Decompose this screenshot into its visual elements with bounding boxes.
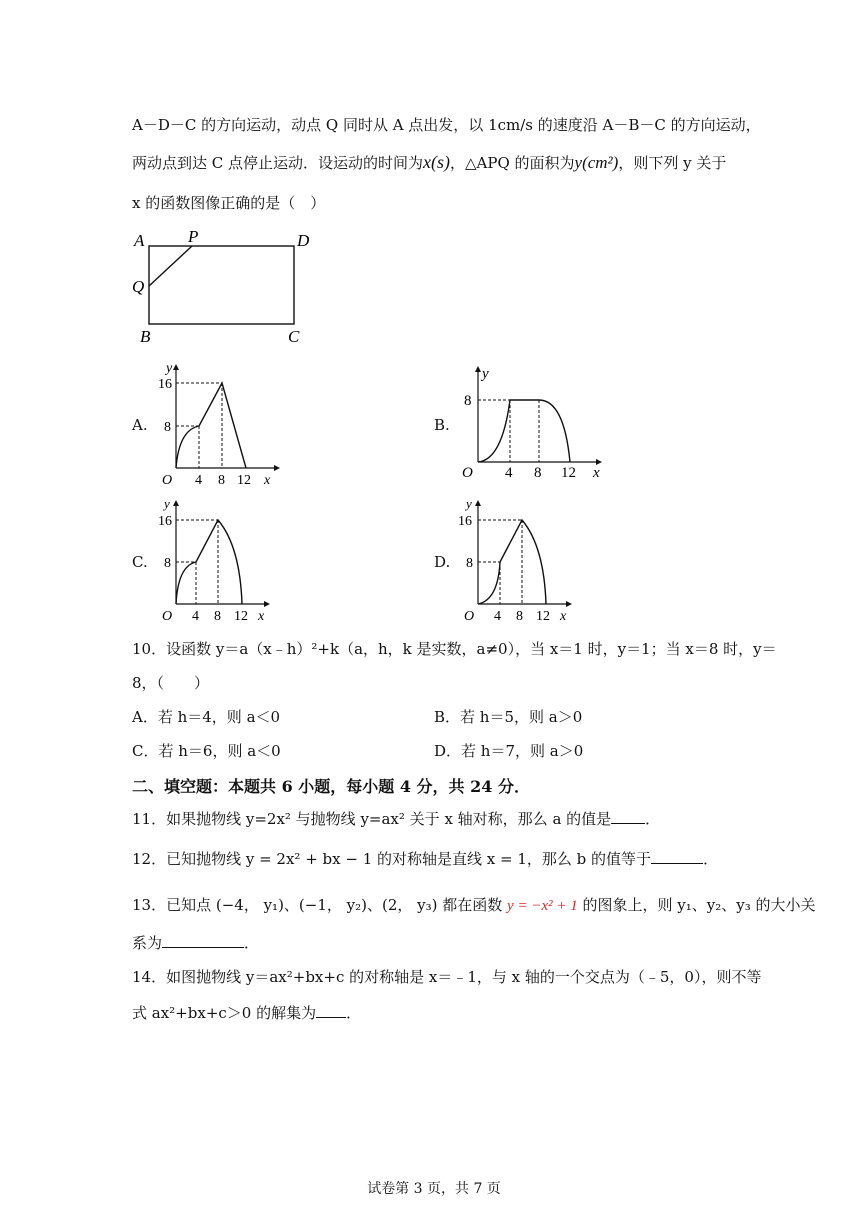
q10-option-c[interactable]: C．若 h＝6，则 a＜0 [132,742,281,760]
q9-line1: A－D－C 的方向运动，动点 Q 同时从 A 点出发，以 1cm/s 的速度沿 A－B－C 的方向运动， [132,116,761,134]
label-P: P [188,227,199,246]
q13-line2 [132,932,259,953]
q11-answer-blank[interactable] [611,809,645,824]
q10-option-b[interactable]: B．若 h＝5，则 a＞0 [434,708,583,726]
svg-text:16: 16 [158,514,172,529]
svg-text:16: 16 [458,514,472,529]
q13-line2-text: 系为 [132,934,163,952]
q9-line2 [132,152,726,173]
q12-answer-blank[interactable] [651,849,703,864]
curve-b [478,400,570,462]
q9-line2-c: ，△APQ 的面积为 [450,154,575,172]
q13-part1: 13．已知点 (−4， y₁)、(−1， y₂)、(2， y₃) 都在函数 [132,896,508,914]
q13-line1 [132,894,816,915]
section-heading: 二、填空题：本题共 6 小题，每小题 4 分，共 24 分． [132,777,530,796]
q14-line2-text: 式 ax²+bx+c＞0 的解集为 [132,1004,317,1022]
label-Q: Q [132,277,145,296]
svg-text:O: O [162,473,173,488]
svg-text:12: 12 [561,465,576,481]
svg-text:x: x [560,609,567,624]
segment-pq [149,246,192,286]
q10-line1: 10．设函数 y＝a（x﹣h）²+k（a，h，k 是实数，a≠0），当 x＝1 时，y＝1；当 x＝8 时，y＝ [132,640,777,658]
option-c-label[interactable]: C. [132,553,148,571]
svg-text:12: 12 [536,609,550,624]
q12-end: ． [703,850,719,868]
page-footer: 试卷第 3 页，共 7 页 [367,1181,501,1197]
svg-text:12: 12 [237,473,251,488]
label-B: B [140,327,151,346]
label-A: A [134,231,145,250]
svg-text:8: 8 [164,420,171,435]
q13-end: ． [244,934,260,952]
curve-c [176,520,242,604]
q13-answer-blank[interactable] [162,933,244,948]
q11-text: 11．如果抛物线 y=2x² 与抛物线 y=ax² 关于 x 轴对称，那么 a 的值是 [132,810,612,828]
q10-option-a[interactable]: A．若 h＝4，则 a＜0 [132,708,281,726]
q9-line2-e: ，则下列 y 关于 [618,154,727,172]
option-c-graph[interactable] [150,496,280,626]
q10-option-d[interactable]: D．若 h＝7，则 a＞0 [434,742,584,760]
rectangle-figure [128,226,328,350]
q9-line3: x 的函数图像正确的是（ ） [132,194,326,212]
svg-text:4: 4 [192,609,199,624]
svg-text:8: 8 [534,465,542,481]
svg-text:y: y [466,496,472,511]
option-a-label[interactable]: A. [132,416,148,434]
svg-text:x: x [593,465,600,481]
q14-line1: 14．如图抛物线 y＝ax²+bx+c 的对称轴是 x＝﹣1，与 x 轴的一个交点为（﹣5，0），则不等 [132,968,762,986]
svg-text:12: 12 [234,609,248,624]
svg-text:O: O [462,465,473,481]
label-C: C [288,327,300,346]
svg-text:8: 8 [516,609,523,624]
svg-text:x: x [264,473,271,488]
svg-text:8: 8 [218,473,225,488]
rect-abcd [149,246,294,324]
option-a-graph[interactable] [150,360,290,490]
svg-text:8: 8 [466,556,473,571]
svg-text:O: O [464,609,475,624]
q9-time-expr: x(s) [423,152,450,172]
q9-area-expr: y(cm²) [574,153,619,172]
q12-text: 12．已知抛物线 y = 2x² + bx − 1 的对称轴是直线 x = 1，那么 b 的值等于 [132,850,652,868]
svg-text:8: 8 [464,393,472,409]
q13-part2: 的图象上，则 y₁、y₂、y₃ 的大小关 [577,896,816,914]
svg-text:8: 8 [214,609,221,624]
q11-end: ． [645,810,661,828]
svg-text:y: y [164,496,170,511]
q14-end: ． [346,1004,362,1022]
q11 [132,808,660,829]
q10-line2: 8，（ ） [132,674,210,692]
q14-answer-blank[interactable] [316,1003,346,1018]
svg-text:O: O [162,609,173,624]
q14-line2 [132,1002,361,1023]
q12 [132,848,718,869]
option-d-label[interactable]: D. [434,553,451,571]
svg-text:4: 4 [494,609,501,624]
svg-text:4: 4 [195,473,202,488]
svg-text:4: 4 [505,465,513,481]
option-d-graph[interactable] [452,496,582,626]
svg-text:8: 8 [164,556,171,571]
svg-text:y: y [482,366,489,382]
label-D: D [297,231,310,250]
q9-line2-a: 两动点到达 C 点停止运动．设运动的时间为 [132,154,424,172]
svg-text:y: y [166,361,173,376]
q13-function: y = −x² + 1 [507,898,578,914]
svg-text:x: x [258,609,265,624]
option-b-label[interactable]: B. [434,416,450,434]
svg-text:16: 16 [158,377,172,392]
option-b-graph[interactable] [452,360,612,490]
